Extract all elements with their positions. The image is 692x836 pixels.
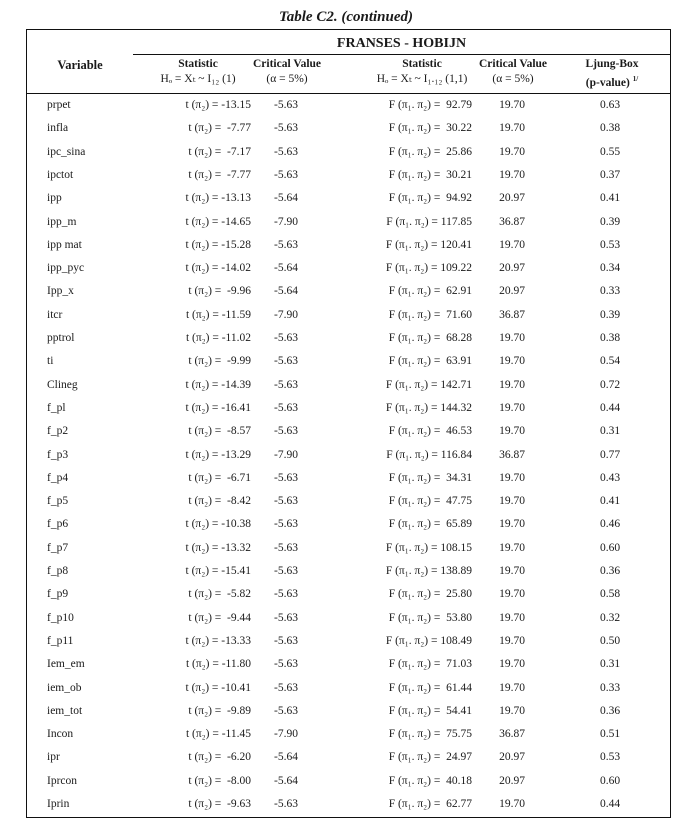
critical-value-2-cell: 19.70: [499, 588, 525, 601]
table-row: [27, 398, 670, 421]
variable-cell: ipc_sina: [47, 145, 86, 158]
column-header-variable: Variable: [57, 58, 103, 72]
critical-value-2-cell: 19.70: [499, 565, 525, 577]
t-statistic-cell: t (π₂) = -13.15: [185, 99, 251, 111]
critical-value-2-cell: 19.70: [499, 122, 525, 135]
table-row: [27, 118, 670, 141]
t-statistic-cell: t (π₂) = -16.41: [185, 401, 251, 414]
critical-value-1-cell: -5.63: [274, 704, 298, 717]
critical-value-2-cell: 19.70: [499, 658, 525, 671]
ljung-box-cell: 0.31: [599, 658, 621, 671]
t-statistic-cell: t (π₂) = -9.99: [188, 355, 251, 368]
t-statistic-cell: t (π₂) = -8.57: [188, 425, 251, 438]
f-statistic-cell: F (π₁. π₂) = 61.44: [388, 681, 472, 694]
variable-cell: Iprin: [47, 798, 70, 810]
variable-cell: Iem_em: [47, 658, 85, 671]
t-statistic-cell: t (π₂) = -6.71: [188, 471, 251, 484]
column-header-critical-value-1: [247, 57, 327, 87]
critical-value-2-cell: 19.70: [499, 611, 525, 624]
critical-value-1-cell: -5.64: [274, 192, 298, 205]
variable-cell: ipctot: [47, 168, 74, 181]
header-text: Hₒ = Xₜ ~ I₁₂ (1): [160, 73, 236, 85]
critical-value-1-cell: -5.63: [274, 145, 298, 158]
table-row: [27, 258, 670, 281]
critical-value-2-cell: 20.97: [499, 751, 525, 764]
critical-value-1-cell: -7.90: [274, 215, 298, 228]
f-statistic-cell: F (π₁. π₂) = 62.91: [388, 285, 472, 298]
critical-value-2-cell: 19.70: [499, 355, 525, 368]
critical-value-2-cell: 19.70: [499, 541, 525, 554]
critical-value-1-cell: -5.63: [274, 495, 298, 508]
table-row: [27, 421, 670, 444]
t-statistic-cell: t (π₂) = -7.17: [188, 145, 251, 158]
t-statistic-cell: t (π₂) = -10.38: [185, 518, 251, 531]
variable-cell: f_p8: [47, 565, 69, 577]
critical-value-2-cell: 19.70: [499, 471, 525, 484]
t-statistic-cell: t (π₂) = -14.39: [185, 378, 251, 391]
t-statistic-cell: t (π₂) = -14.65: [185, 215, 251, 228]
f-statistic-cell: F (π₁. π₂) = 53.80: [388, 611, 472, 624]
critical-value-1-cell: -5.63: [274, 378, 298, 391]
t-statistic-cell: t (π₂) = -13.13: [185, 192, 251, 205]
critical-value-2-cell: 20.97: [499, 192, 525, 205]
table-row: [27, 654, 670, 677]
critical-value-1-cell: -5.64: [274, 751, 298, 764]
critical-value-1-cell: -5.64: [274, 774, 298, 787]
t-statistic-cell: t (π₂) = -7.77: [188, 168, 251, 181]
critical-value-1-cell: -5.64: [274, 285, 298, 298]
ljung-box-cell: 0.32: [599, 611, 621, 624]
critical-value-2-cell: 19.70: [499, 634, 525, 647]
f-statistic-cell: F (π₁. π₂) = 138.89: [385, 565, 472, 577]
table-row: [27, 747, 670, 770]
ljung-box-cell: 0.38: [599, 122, 621, 135]
header-text: (α = 5%): [266, 73, 308, 85]
critical-value-2-cell: 36.87: [499, 728, 525, 741]
variable-cell: f_p2: [47, 425, 69, 438]
f-statistic-cell: F (π₁. π₂) = 30.22: [388, 122, 472, 135]
f-statistic-cell: F (π₁. π₂) = 116.84: [386, 448, 472, 461]
ljung-box-cell: 0.33: [599, 285, 621, 298]
ljung-box-cell: 0.31: [599, 425, 621, 438]
f-statistic-cell: F (π₁. π₂) = 30.21: [388, 168, 472, 181]
critical-value-2-cell: 36.87: [499, 215, 525, 228]
ljung-box-cell: 0.53: [599, 238, 621, 251]
critical-value-2-cell: 19.70: [499, 798, 525, 810]
table-row: [27, 794, 670, 817]
table-row: [27, 445, 670, 468]
critical-value-1-cell: -5.63: [274, 401, 298, 414]
ljung-box-cell: 0.44: [599, 401, 621, 414]
variable-cell: ipp: [47, 192, 62, 205]
table-row: [27, 608, 670, 631]
critical-value-2-cell: 19.70: [499, 495, 525, 508]
header-text: [575, 72, 649, 91]
column-header-statistic-1: [143, 57, 253, 87]
variable-cell: f_p5: [47, 495, 69, 508]
ljung-box-cell: 0.54: [599, 355, 621, 368]
header-text: (α = 5%): [492, 73, 534, 85]
variable-cell: ipr: [47, 751, 60, 764]
ljung-box-cell: 0.46: [599, 518, 621, 531]
footnote-marker: 1/: [632, 75, 639, 83]
f-statistic-cell: F (π₁. π₂) = 142.71: [385, 378, 472, 391]
ljung-box-cell: 0.33: [599, 681, 621, 694]
table-row: [27, 351, 670, 374]
critical-value-2-cell: 36.87: [499, 448, 525, 461]
t-statistic-cell: t (π₂) = -9.44: [188, 611, 251, 624]
critical-value-2-cell: 19.70: [499, 425, 525, 438]
variable-cell: prpet: [47, 99, 71, 111]
t-statistic-cell: t (π₂) = -6.20: [188, 751, 251, 764]
table-row: [27, 281, 670, 304]
f-statistic-cell: F (π₁. π₂) = 108.49: [385, 634, 472, 647]
critical-value-2-cell: 19.70: [499, 704, 525, 717]
t-statistic-cell: t (π₂) = -9.89: [188, 704, 251, 717]
table-row: [27, 538, 670, 561]
table-row: [27, 631, 670, 654]
critical-value-1-cell: -5.63: [274, 681, 298, 694]
f-statistic-cell: F (π₁. π₂) = 108.15: [385, 541, 472, 554]
ljung-box-cell: 0.60: [599, 774, 621, 787]
t-statistic-cell: t (π₂) = -10.41: [185, 681, 251, 694]
critical-value-2-cell: 19.70: [499, 401, 525, 414]
critical-value-2-cell: 19.70: [499, 518, 525, 531]
critical-value-2-cell: 20.97: [499, 262, 525, 275]
t-statistic-cell: t (π₂) = -8.42: [188, 495, 251, 508]
critical-value-1-cell: -5.63: [274, 658, 298, 671]
header-text: Statistic: [402, 58, 442, 70]
t-statistic-cell: t (π₂) = -9.96: [188, 285, 251, 298]
group-underline: [133, 54, 670, 55]
ljung-box-cell: 0.41: [599, 192, 621, 205]
critical-value-1-cell: -5.63: [274, 425, 298, 438]
variable-cell: ipp_pyc: [47, 262, 85, 275]
t-statistic-cell: t (π₂) = -15.28: [185, 238, 251, 251]
ljung-box-cell: 0.63: [599, 99, 621, 111]
ljung-box-cell: 0.60: [599, 541, 621, 554]
variable-cell: f_p4: [47, 471, 69, 484]
t-statistic-cell: t (π₂) = -13.29: [185, 448, 251, 461]
f-statistic-cell: F (π₁. π₂) = 54.41: [388, 704, 472, 717]
t-statistic-cell: t (π₂) = -9.63: [188, 798, 251, 810]
f-statistic-cell: F (π₁. π₂) = 63.91: [388, 355, 472, 368]
header-text: Hₒ = Xₜ ~ I₁.₁₂ (1,1): [376, 73, 468, 85]
header-text: (p-value): [585, 76, 630, 89]
header-text: Statistic: [178, 58, 218, 70]
t-statistic-cell: t (π₂) = -11.59: [185, 308, 251, 321]
critical-value-2-cell: 19.70: [499, 378, 525, 391]
critical-value-1-cell: -7.90: [274, 308, 298, 321]
f-statistic-cell: F (π₁. π₂) = 94.92: [388, 192, 472, 205]
variable-cell: Iprcon: [47, 774, 78, 787]
ljung-box-cell: 0.43: [599, 471, 621, 484]
variable-cell: Ipp_x: [47, 285, 74, 298]
f-statistic-cell: F (π₁. π₂) = 46.53: [388, 425, 472, 438]
variable-cell: ipp_m: [47, 215, 77, 228]
table-row: [27, 95, 670, 118]
t-statistic-cell: t (π₂) = -11.45: [185, 728, 251, 741]
table-row: [27, 491, 670, 514]
f-statistic-cell: F (π₁. π₂) = 65.89: [388, 518, 472, 531]
ljung-box-cell: 0.53: [599, 751, 621, 764]
table-row: [27, 142, 670, 165]
t-statistic-cell: t (π₂) = -7.77: [188, 122, 251, 135]
f-statistic-cell: F (π₁. π₂) = 40.18: [388, 774, 472, 787]
variable-cell: iem_tot: [47, 704, 83, 717]
ljung-box-cell: 0.36: [599, 565, 621, 577]
f-statistic-cell: F (π₁. π₂) = 62.77: [388, 798, 472, 810]
ljung-box-cell: 0.50: [599, 634, 621, 647]
f-statistic-cell: F (π₁. π₂) = 24.97: [388, 751, 472, 764]
variable-cell: pptrol: [47, 332, 75, 344]
f-statistic-cell: F (π₁. π₂) = 92.79: [388, 99, 472, 111]
critical-value-1-cell: -5.63: [274, 355, 298, 368]
critical-value-1-cell: -5.63: [274, 798, 298, 810]
table-row: [27, 188, 670, 211]
variable-cell: Incon: [47, 728, 74, 741]
table-row: [27, 328, 670, 351]
critical-value-1-cell: -5.63: [274, 99, 298, 111]
variable-cell: f_p7: [47, 541, 69, 554]
critical-value-1-cell: -5.64: [274, 262, 298, 275]
critical-value-2-cell: 19.70: [499, 681, 525, 694]
ljung-box-cell: 0.37: [599, 168, 621, 181]
ljung-box-cell: 0.39: [599, 308, 621, 321]
critical-value-1-cell: -5.63: [274, 611, 298, 624]
table-row: [27, 771, 670, 794]
critical-value-1-cell: -5.63: [274, 168, 298, 181]
critical-value-2-cell: 19.70: [499, 238, 525, 251]
table-row: [27, 235, 670, 258]
ljung-box-cell: 0.38: [599, 332, 621, 344]
table-row: [27, 468, 670, 491]
critical-value-1-cell: -5.63: [274, 122, 298, 135]
table-row: [27, 584, 670, 607]
critical-value-1-cell: -5.63: [274, 634, 298, 647]
variable-cell: f_p3: [47, 448, 69, 461]
table-row: [27, 514, 670, 537]
column-header-ljung-box: [575, 57, 649, 91]
variable-cell: itcr: [47, 308, 63, 321]
critical-value-2-cell: 36.87: [499, 308, 525, 321]
critical-value-2-cell: 19.70: [499, 168, 525, 181]
variable-cell: ti: [47, 355, 54, 368]
variable-cell: f_pl: [47, 401, 66, 414]
variable-cell: f_p6: [47, 518, 69, 531]
f-statistic-cell: F (π₁. π₂) = 75.75: [388, 728, 472, 741]
critical-value-1-cell: -5.63: [274, 588, 298, 601]
ljung-box-cell: 0.39: [599, 215, 621, 228]
f-statistic-cell: F (π₁. π₂) = 34.31: [388, 471, 472, 484]
ljung-box-cell: 0.58: [599, 588, 621, 601]
critical-value-2-cell: 19.70: [499, 332, 525, 344]
variable-cell: f_p11: [47, 634, 74, 647]
f-statistic-cell: F (π₁. π₂) = 71.60: [388, 308, 472, 321]
ljung-box-cell: 0.41: [599, 495, 621, 508]
t-statistic-cell: t (π₂) = -13.33: [185, 634, 251, 647]
variable-cell: f_p10: [47, 611, 74, 624]
ljung-box-cell: 0.34: [599, 262, 621, 275]
critical-value-1-cell: -7.90: [274, 448, 298, 461]
f-statistic-cell: F (π₁. π₂) = 120.41: [385, 238, 472, 251]
f-statistic-cell: F (π₁. π₂) = 25.80: [388, 588, 472, 601]
table-row: [27, 212, 670, 235]
critical-value-1-cell: -5.63: [274, 471, 298, 484]
critical-value-1-cell: -5.63: [274, 565, 298, 577]
results-table: [26, 29, 671, 818]
critical-value-1-cell: -5.63: [274, 238, 298, 251]
group-header: FRANSES - HOBIJN: [336, 36, 467, 51]
table-row: [27, 724, 670, 747]
table-row: [27, 375, 670, 398]
table-row: [27, 165, 670, 188]
t-statistic-cell: t (π₂) = -14.02: [185, 262, 251, 275]
f-statistic-cell: F (π₁. π₂) = 25.86: [388, 145, 472, 158]
header-text: Ljung-Box: [585, 58, 639, 70]
t-statistic-cell: t (π₂) = -13.32: [185, 541, 251, 554]
ljung-box-cell: 0.44: [599, 798, 621, 810]
f-statistic-cell: F (π₁. π₂) = 144.32: [385, 401, 472, 414]
header-text: Critical Value: [252, 58, 322, 70]
t-statistic-cell: t (π₂) = -5.82: [188, 588, 251, 601]
ljung-box-cell: 0.77: [599, 448, 621, 461]
critical-value-1-cell: -7.90: [274, 728, 298, 741]
column-header-critical-value-2: [473, 57, 553, 87]
critical-value-1-cell: -5.63: [274, 518, 298, 531]
table-row: [27, 305, 670, 328]
critical-value-2-cell: 20.97: [499, 774, 525, 787]
critical-value-2-cell: 20.97: [499, 285, 525, 298]
f-statistic-cell: F (π₁. π₂) = 71.03: [388, 658, 472, 671]
table-row: [27, 678, 670, 701]
ljung-box-cell: 0.72: [599, 378, 621, 391]
variable-cell: infla: [47, 122, 69, 135]
ljung-box-cell: 0.55: [599, 145, 621, 158]
table-row: [27, 561, 670, 584]
critical-value-2-cell: 19.70: [499, 145, 525, 158]
variable-cell: f_p9: [47, 588, 69, 601]
t-statistic-cell: t (π₂) = -11.02: [185, 332, 251, 344]
f-statistic-cell: F (π₁. π₂) = 68.28: [388, 332, 472, 344]
ljung-box-cell: 0.36: [599, 704, 621, 717]
critical-value-1-cell: -5.63: [274, 541, 298, 554]
f-statistic-cell: F (π₁. π₂) = 117.85: [386, 215, 472, 228]
f-statistic-cell: F (π₁. π₂) = 47.75: [388, 495, 472, 508]
ljung-box-cell: 0.51: [599, 728, 621, 741]
t-statistic-cell: t (π₂) = -11.80: [185, 658, 251, 671]
critical-value-2-cell: 19.70: [499, 99, 525, 111]
variable-cell: Clineg: [47, 378, 78, 391]
column-header-statistic-2: [357, 57, 487, 87]
variable-cell: iem_ob: [47, 681, 82, 694]
t-statistic-cell: t (π₂) = -15.41: [185, 565, 251, 577]
critical-value-1-cell: -5.63: [274, 332, 298, 344]
f-statistic-cell: F (π₁. π₂) = 109.22: [385, 262, 472, 275]
header-divider: [27, 93, 670, 94]
t-statistic-cell: t (π₂) = -8.00: [188, 774, 251, 787]
header-text: Critical Value: [478, 58, 548, 70]
variable-cell: ipp mat: [47, 238, 82, 251]
table-title: Table C2. (continued): [278, 9, 414, 25]
table-row: [27, 701, 670, 724]
